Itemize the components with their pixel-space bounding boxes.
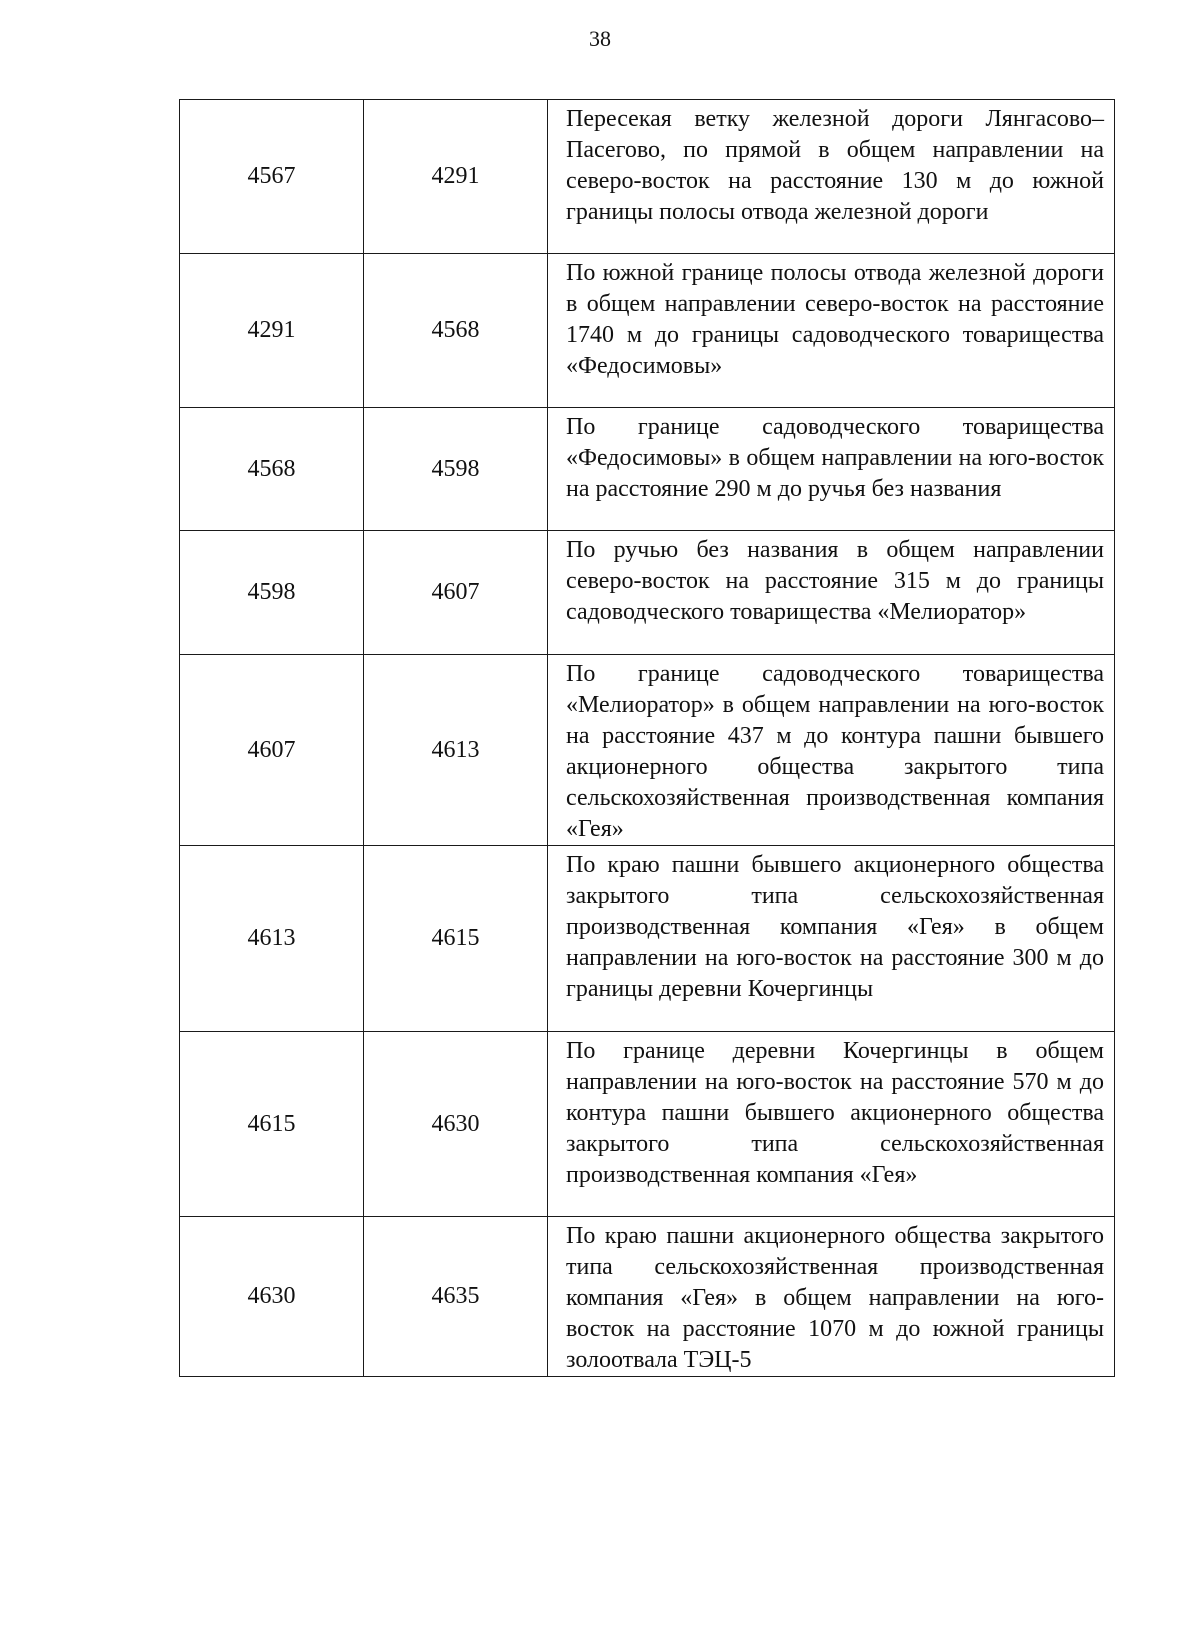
description-cell: По южной границе полосы отвода железной дороги в общем направлении северо-восток на расстояние 1740 м до границы садоводческого товарищества «Федосимовы» [548, 254, 1115, 408]
end-point-cell: 4607 [364, 531, 548, 655]
end-point-cell: 4635 [364, 1217, 548, 1377]
description-cell: По ручью без названия в общем направлении северо-восток на расстояние 315 м до границы садоводческого товарищества «Мелиоратор» [548, 531, 1115, 655]
end-point-cell: 4615 [364, 846, 548, 1032]
table-row [180, 1217, 1115, 1377]
start-point-cell: 4291 [180, 254, 364, 408]
start-point-cell: 4613 [180, 846, 364, 1032]
start-point-cell: 4567 [180, 100, 364, 254]
end-point-cell: 4568 [364, 254, 548, 408]
description-cell: По границе садоводческого товарищества «Мелиоратор» в общем направлении на юго-восток на расстояние 437 м до контура пашни бывшего акционерного общества закрытого типа сельскохозяйственная производственная компания «Гея» [548, 655, 1115, 846]
description-cell: По границе деревни Кочергинцы в общем направлении на юго-восток на расстояние 570 м до контура пашни бывшего акционерного общества закрытого типа сельскохозяйственная производственная компания «Гея» [548, 1032, 1115, 1217]
table-row [180, 1032, 1115, 1217]
start-point-cell: 4607 [180, 655, 364, 846]
description-cell: Пересекая ветку железной дороги Лянгасово– Пасегово, по прямой в общем направлении на северо-восток на расстояние 130 м до южной границы полосы отвода железной дороги [548, 100, 1115, 254]
page-number: 38 [589, 26, 611, 51]
description-cell: По границе садоводческого товарищества «Федосимовы» в общем направлении на юго-восток на расстояние 290 м до ручья без названия [548, 408, 1115, 531]
table-row [180, 655, 1115, 846]
table-row [180, 846, 1115, 1032]
description-cell: По краю пашни акционерного общества закрытого типа сельскохозяйственная производственная компания «Гея» в общем направлении на юго-восток на расстояние 1070 м до южной границы золоотвала ТЭЦ-5 [548, 1217, 1115, 1377]
table-row [180, 531, 1115, 655]
start-point-cell: 4630 [180, 1217, 364, 1377]
description-cell: По краю пашни бывшего акционерного общества закрытого типа сельскохозяйственная производственная компания «Гея» в общем направлении на юго-восток на расстояние 300 м до границы деревни Кочергинцы [548, 846, 1115, 1032]
table-row [180, 254, 1115, 408]
table-row [180, 408, 1115, 531]
end-point-cell: 4291 [364, 100, 548, 254]
start-point-cell: 4598 [180, 531, 364, 655]
table-row [180, 100, 1115, 254]
end-point-cell: 4630 [364, 1032, 548, 1217]
start-point-cell: 4568 [180, 408, 364, 531]
end-point-cell: 4598 [364, 408, 548, 531]
start-point-cell: 4615 [180, 1032, 364, 1217]
end-point-cell: 4613 [364, 655, 548, 846]
boundary-table [179, 99, 1115, 1377]
